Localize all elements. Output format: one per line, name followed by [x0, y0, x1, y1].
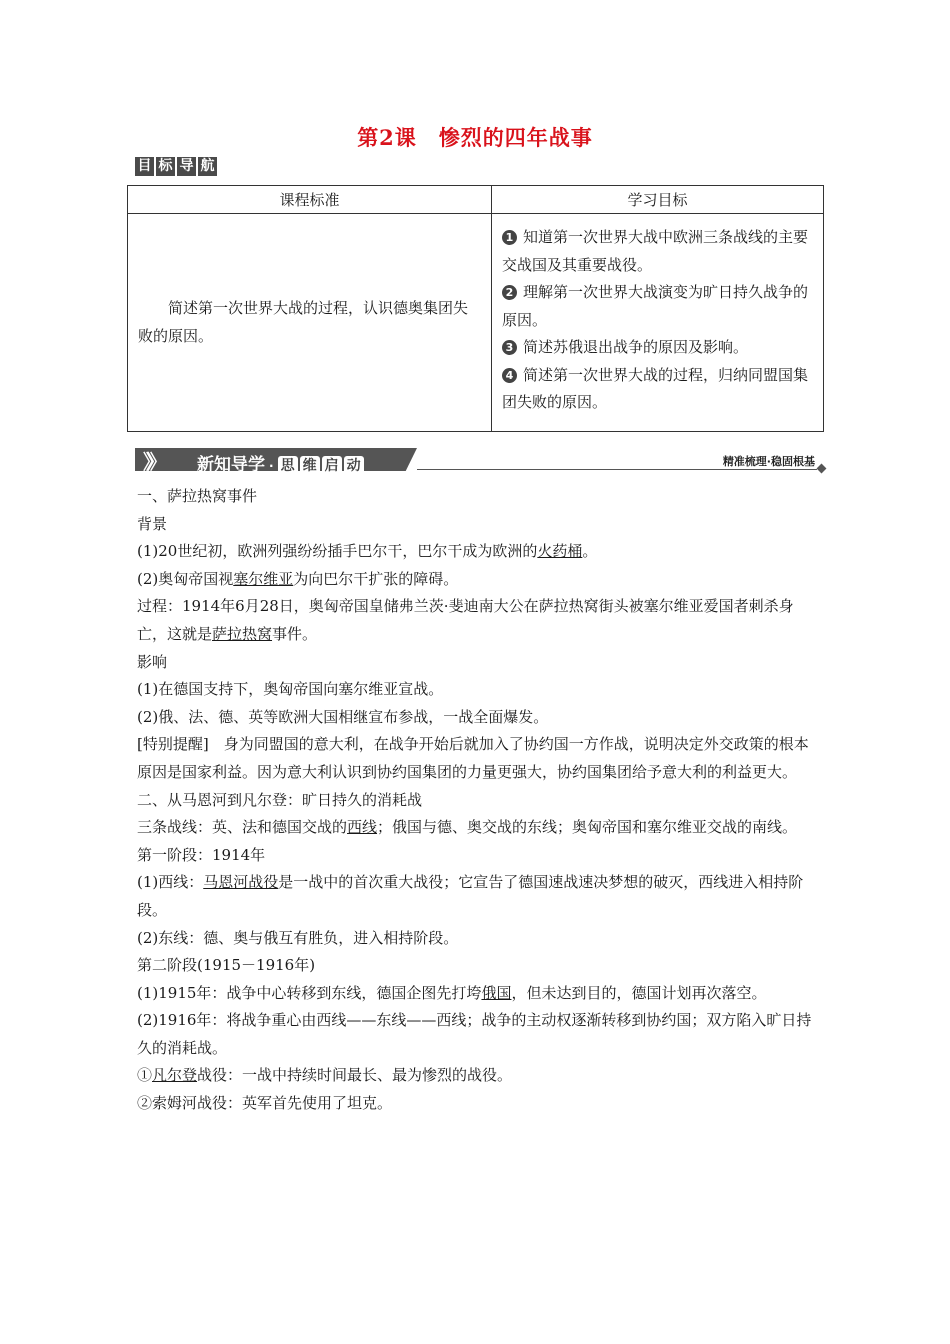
paragraph: (2)1916年：将战争重心由西线——东线——西线；战争的主动权逐渐转移到协约国；双方陷入旷日持久的消耗战。	[137, 1011, 812, 1057]
key-term: 马恩河战役	[203, 873, 279, 892]
paragraph: (2)俄、法、德、英等欧洲大国相继宣布参战，一战全面爆发。	[137, 707, 549, 726]
header-learning-goals: 学习目标	[492, 186, 824, 214]
text: 是一战中的首次重大战役；它宣告了德国速战速决梦想的破灭，西线进入相持阶段。	[137, 873, 804, 919]
paragraph	[137, 1062, 817, 1090]
boxed-char: 动	[344, 456, 364, 476]
text: ①	[137, 1066, 153, 1085]
double-chevron-icon: 》》	[143, 450, 161, 474]
text: 。	[582, 542, 598, 561]
text: (1)西线：	[137, 873, 204, 892]
header-course-standard: 课程标准	[128, 186, 492, 214]
paragraph: ②索姆河战役：英军首先使用了坦克。	[137, 1094, 393, 1113]
text: 事件。	[272, 624, 318, 643]
banner-heading	[197, 450, 366, 476]
number-3-icon: 3	[502, 340, 517, 355]
boxed-char: 启	[322, 456, 342, 476]
paragraph	[137, 980, 817, 1008]
paragraph	[137, 566, 817, 594]
number-2-icon: 2	[502, 285, 517, 300]
key-term: 凡尔登	[152, 1066, 198, 1085]
text: 三条战线：英、法和德国交战的	[137, 818, 348, 837]
paragraph: (2)东线：德、奥与俄互有胜负，进入相持阶段。	[137, 928, 459, 947]
lesson-content	[137, 483, 817, 1118]
text: (1)1915年：战争中心转移到东线，德国企图先打垮	[137, 983, 482, 1002]
text: 为向巴尔干扩张的障碍。	[293, 569, 459, 588]
subheading-stage-1: 第一阶段：1914年	[137, 845, 266, 864]
goal-item	[502, 279, 813, 334]
number-1-icon: 1	[502, 230, 517, 245]
section-banner	[135, 445, 825, 473]
section-heading: 二、从马恩河到凡尔登：旷日持久的消耗战	[137, 790, 423, 809]
goal-navigation-badge	[135, 157, 219, 176]
special-tip: [特别提醒] 身为同盟国的意大利，在战争开始后就加入了协约国一方作战，说明决定外交政策的根本原因是国家利益。因为意大利认识到协约国集团的力量更强大，协约国集团给予意大利的利益更大。	[137, 735, 809, 781]
subheading-background: 背景	[137, 514, 168, 533]
key-term: 火药桶	[537, 542, 583, 561]
section-heading: 一、萨拉热窝事件	[137, 487, 258, 505]
key-term: 俄国	[481, 983, 512, 1002]
paragraph: (1)在德国支持下，奥匈帝国向塞尔维亚宣战。	[137, 680, 444, 699]
diamond-icon	[817, 464, 827, 474]
course-standard-text: 简述第一次世界大战的过程，认识德奥集团失败的原因。	[128, 214, 492, 432]
subheading-stage-2: 第二阶段(1915－1916年)	[137, 956, 316, 975]
paragraph	[137, 814, 817, 842]
banner-subtitle: 精准梳理·稳固根基	[722, 455, 815, 468]
text: 战役：一战中持续时间最长、最为惨烈的战役。	[197, 1066, 513, 1085]
paragraph	[137, 538, 817, 566]
badge-char: 标	[156, 157, 175, 176]
goal-item	[502, 224, 813, 279]
text: ，但未达到目的，德国计划再次落空。	[511, 983, 767, 1002]
badge-char: 航	[198, 157, 217, 176]
boxed-char: 思	[278, 456, 298, 476]
paragraph	[137, 869, 817, 924]
banner-divider	[417, 469, 817, 470]
text: 过程：1914年6月28日，奥匈帝国皇储弗兰茨·斐迪南大公在萨拉热窝街头被塞尔维亚爱国者刺杀身亡，这就是	[137, 597, 794, 643]
goal-text: 简述第一次世界大战的过程，归纳同盟国集团失败的原因。	[502, 365, 809, 411]
goal-text: 简述苏俄退出战争的原因及影响。	[523, 338, 749, 356]
banner-dot: ·	[269, 459, 274, 473]
subheading-influence: 影响	[137, 652, 168, 671]
badge-char: 导	[177, 157, 196, 176]
text: ；俄国与德、奥交战的东线；奥匈帝国和塞尔维亚交战的南线。	[377, 818, 798, 837]
lesson-title: 第2课 惨烈的四年战事	[357, 125, 593, 150]
banner-main-text: 新知导学	[197, 455, 265, 475]
goal-text: 知道第一次世界大战中欧洲三条战线的主要交战国及其重要战役。	[502, 228, 809, 274]
key-term: 西线	[347, 818, 378, 837]
learning-goals-list	[492, 214, 824, 432]
standards-table	[127, 185, 824, 432]
key-term: 萨拉热窝	[212, 624, 273, 643]
boxed-char: 维	[300, 456, 320, 476]
number-4-icon: 4	[502, 368, 517, 383]
goal-text: 理解第一次世界大战演变为旷日持久战争的原因。	[502, 283, 809, 329]
goal-item	[502, 334, 813, 362]
badge-char: 目	[135, 157, 154, 176]
text: (1)20世纪初，欧洲列强纷纷插手巴尔干，巴尔干成为欧洲的	[137, 542, 538, 561]
key-term: 塞尔维亚	[233, 569, 294, 588]
goal-item	[502, 362, 813, 417]
text: (2)奥匈帝国视	[137, 569, 234, 588]
paragraph	[137, 593, 817, 648]
